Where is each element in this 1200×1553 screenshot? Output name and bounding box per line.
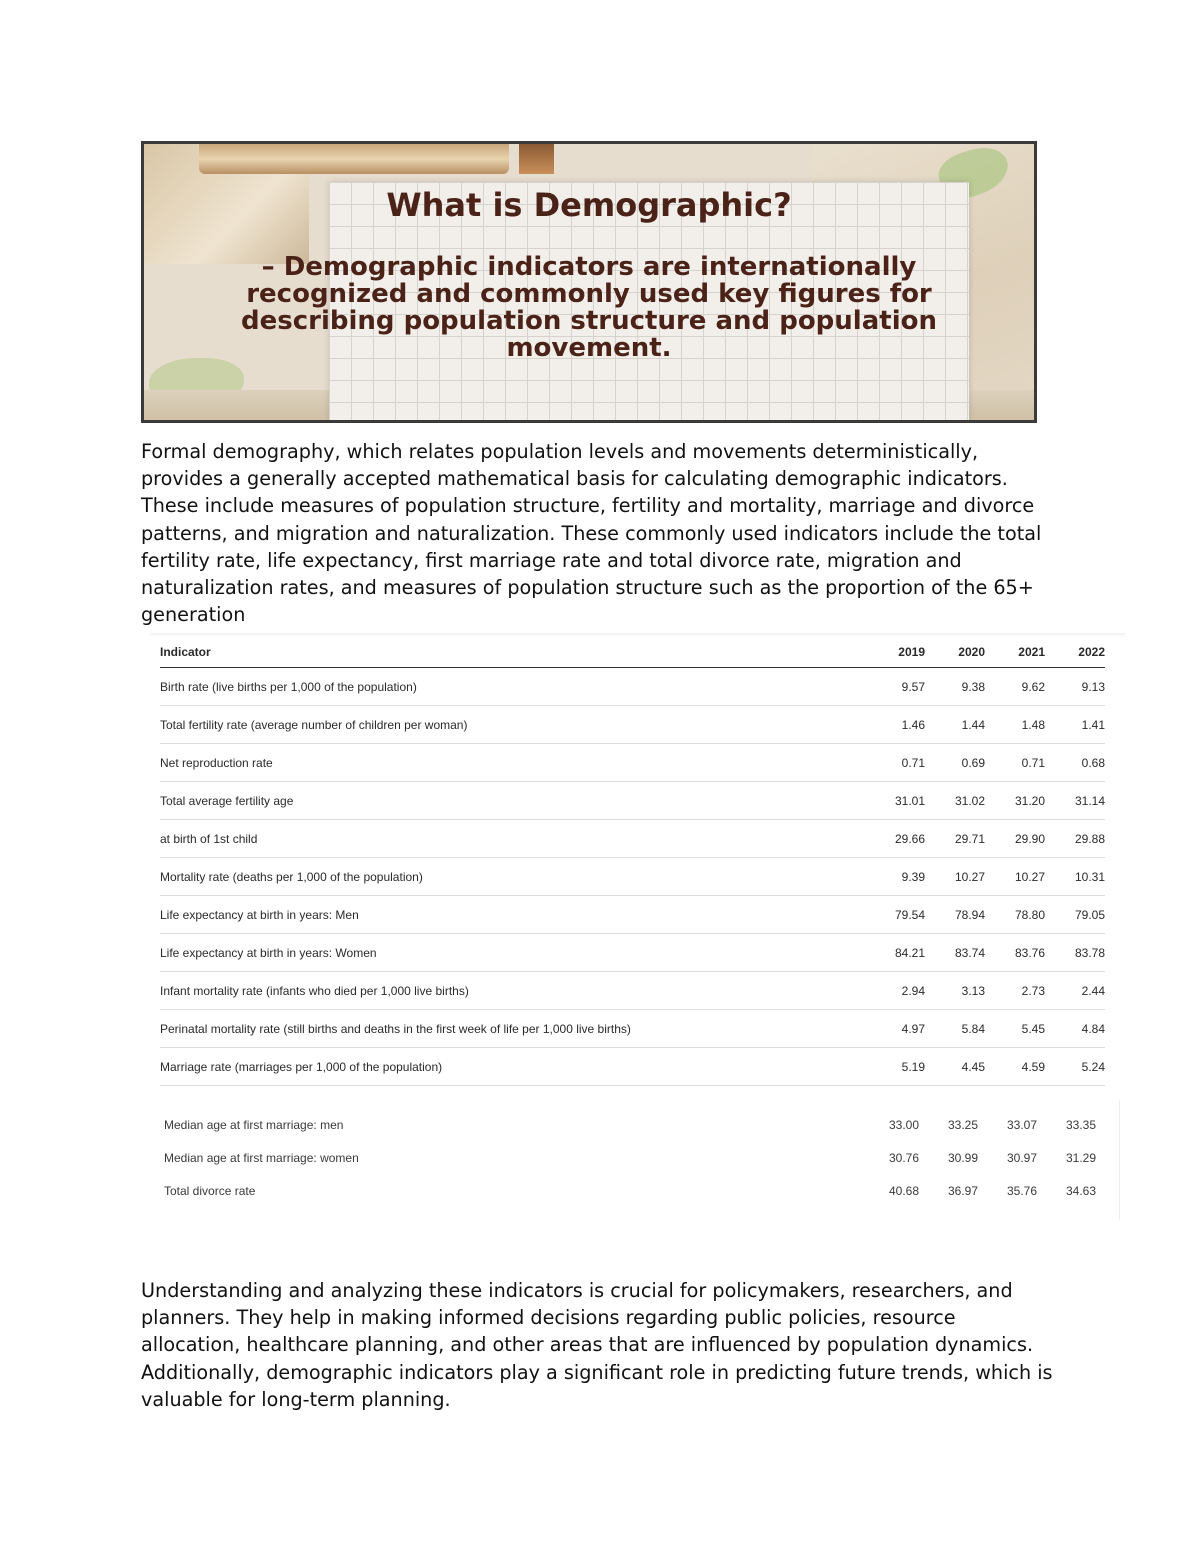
indicator-cell: Perinatal mortality rate (still births and deaths in the first week of life per 1,000 live births) <box>160 1010 865 1048</box>
column-header: 2019 <box>865 637 925 668</box>
value-cell: 5.84 <box>925 1010 985 1048</box>
indicator-cell: at birth of 1st child <box>160 820 865 858</box>
table-row <box>160 858 1105 896</box>
scroll-end-decoration <box>519 144 554 174</box>
indicator-cell: Total average fertility age <box>160 782 865 820</box>
value-cell: 78.94 <box>925 896 985 934</box>
value-cell: 10.31 <box>1045 858 1105 896</box>
table-row <box>160 820 1105 858</box>
indicator-cell: Life expectancy at birth in years: Men <box>160 896 865 934</box>
value-cell: 2.94 <box>865 972 925 1010</box>
scroll-decoration <box>199 144 509 174</box>
value-cell: 9.62 <box>985 668 1045 706</box>
value-cell: 29.90 <box>985 820 1045 858</box>
column-header: Indicator <box>160 637 865 668</box>
table-row <box>160 1048 1105 1086</box>
value-cell: 4.84 <box>1045 1010 1105 1048</box>
value-cell: 9.39 <box>865 858 925 896</box>
value-cell: 35.76 <box>1006 1183 1037 1198</box>
value-cell: 34.63 <box>1065 1183 1096 1198</box>
marriage-divorce-table <box>164 1108 1096 1207</box>
indicator-cell: Total divorce rate <box>164 1183 256 1198</box>
table-row <box>160 1010 1105 1048</box>
table-row <box>160 706 1105 744</box>
value-cell: 4.97 <box>865 1010 925 1048</box>
banner-title: What is Demographic? <box>386 186 792 224</box>
value-cell: 31.01 <box>865 782 925 820</box>
closing-paragraph: Understanding and analyzing these indicators is crucial for policymakers, researchers, and planners. They help in making informed decisions regarding public policies, resource allocation, healthcare planning, and other areas that are influenced by population dynamics. Additionally, demographic indicators play a significant role in predicting future trends, which is valuable for long-term planning. <box>141 1279 1053 1411</box>
value-cell: 30.97 <box>1006 1150 1037 1165</box>
value-cell: 31.02 <box>925 782 985 820</box>
value-cell: 1.48 <box>985 706 1045 744</box>
value-cell: 79.05 <box>1045 896 1105 934</box>
indicator-cell: Birth rate (live births per 1,000 of the population) <box>160 668 865 706</box>
value-cell: 3.13 <box>925 972 985 1010</box>
table-row <box>160 972 1105 1010</box>
value-cell: 2.44 <box>1045 972 1105 1010</box>
value-cell: 33.25 <box>947 1117 978 1132</box>
value-cell: 83.74 <box>925 934 985 972</box>
value-cell: 30.76 <box>888 1150 919 1165</box>
banner-body: – Demographic indicators are internationally recognized and commonly used key figures for describing population structure and population movement. <box>241 252 937 363</box>
demographic-banner-image <box>141 141 1037 423</box>
value-cell: 9.38 <box>925 668 985 706</box>
value-cell: 31.14 <box>1045 782 1105 820</box>
value-cell: 1.44 <box>925 706 985 744</box>
value-cell: 33.00 <box>888 1117 919 1132</box>
value-cell: 40.68 <box>888 1183 919 1198</box>
value-cell: 29.71 <box>925 820 985 858</box>
value-cell: 10.27 <box>925 858 985 896</box>
value-cell: 84.21 <box>865 934 925 972</box>
value-cell: 0.69 <box>925 744 985 782</box>
value-cell: 83.78 <box>1045 934 1105 972</box>
indicator-cell: Net reproduction rate <box>160 744 865 782</box>
value-cell: 29.88 <box>1045 820 1105 858</box>
value-cell: 1.46 <box>865 706 925 744</box>
table-row <box>160 782 1105 820</box>
table-edge-line <box>1119 1100 1120 1220</box>
value-cell: 1.41 <box>1045 706 1105 744</box>
indicator-cell: Marriage rate (marriages per 1,000 of the population) <box>160 1048 865 1086</box>
value-cell: 0.71 <box>985 744 1045 782</box>
indicator-table <box>160 637 1105 1086</box>
value-cell: 10.27 <box>985 858 1045 896</box>
value-cell: 2.73 <box>985 972 1045 1010</box>
value-cell: 33.07 <box>1006 1117 1037 1132</box>
table-row <box>160 744 1105 782</box>
column-header: 2020 <box>925 637 985 668</box>
value-cell: 29.66 <box>865 820 925 858</box>
value-cell: 5.24 <box>1045 1048 1105 1086</box>
value-cell: 9.57 <box>865 668 925 706</box>
table-row <box>164 1141 1096 1174</box>
value-cell: 79.54 <box>865 896 925 934</box>
value-cell: 5.45 <box>985 1010 1045 1048</box>
value-cell: 33.35 <box>1065 1117 1096 1132</box>
indicator-cell: Life expectancy at birth in years: Women <box>160 934 865 972</box>
indicator-cell: Total fertility rate (average number of children per woman) <box>160 706 865 744</box>
table-row <box>160 896 1105 934</box>
table-row <box>160 934 1105 972</box>
value-cell: 31.29 <box>1065 1150 1096 1165</box>
indicator-cell: Infant mortality rate (infants who died per 1,000 live births) <box>160 972 865 1010</box>
value-cell: 83.76 <box>985 934 1045 972</box>
value-cell: 0.68 <box>1045 744 1105 782</box>
table-header-row <box>160 637 1105 668</box>
table-row <box>164 1108 1096 1141</box>
value-cell: 4.59 <box>985 1048 1045 1086</box>
intro-paragraph: Formal demography, which relates population levels and movements deterministically, provides a generally accepted mathematical basis for calculating demographic indicators. These include measures of population structure, fertility and mortality, marriage and divorce patterns, and migration and naturalization. These commonly used indicators include the total fertility rate, life expectancy, first marriage rate and total divorce rate, migration and naturalization rates, and measures of population structure such as the proportion of the 65+ generation <box>141 440 1042 627</box>
indicator-cell: Median age at first marriage: women <box>164 1150 359 1165</box>
indicator-cell: Mortality rate (deaths per 1,000 of the population) <box>160 858 865 896</box>
value-cell: 78.80 <box>985 896 1045 934</box>
table-row <box>160 668 1105 706</box>
column-header: 2022 <box>1045 637 1105 668</box>
value-cell: 31.20 <box>985 782 1045 820</box>
indicator-cell: Median age at first marriage: men <box>164 1117 344 1132</box>
value-cell: 0.71 <box>865 744 925 782</box>
value-cell: 5.19 <box>865 1048 925 1086</box>
value-cell: 30.99 <box>947 1150 978 1165</box>
value-cell: 4.45 <box>925 1048 985 1086</box>
table-row <box>164 1174 1096 1207</box>
column-header: 2021 <box>985 637 1045 668</box>
value-cell: 36.97 <box>947 1183 978 1198</box>
value-cell: 9.13 <box>1045 668 1105 706</box>
